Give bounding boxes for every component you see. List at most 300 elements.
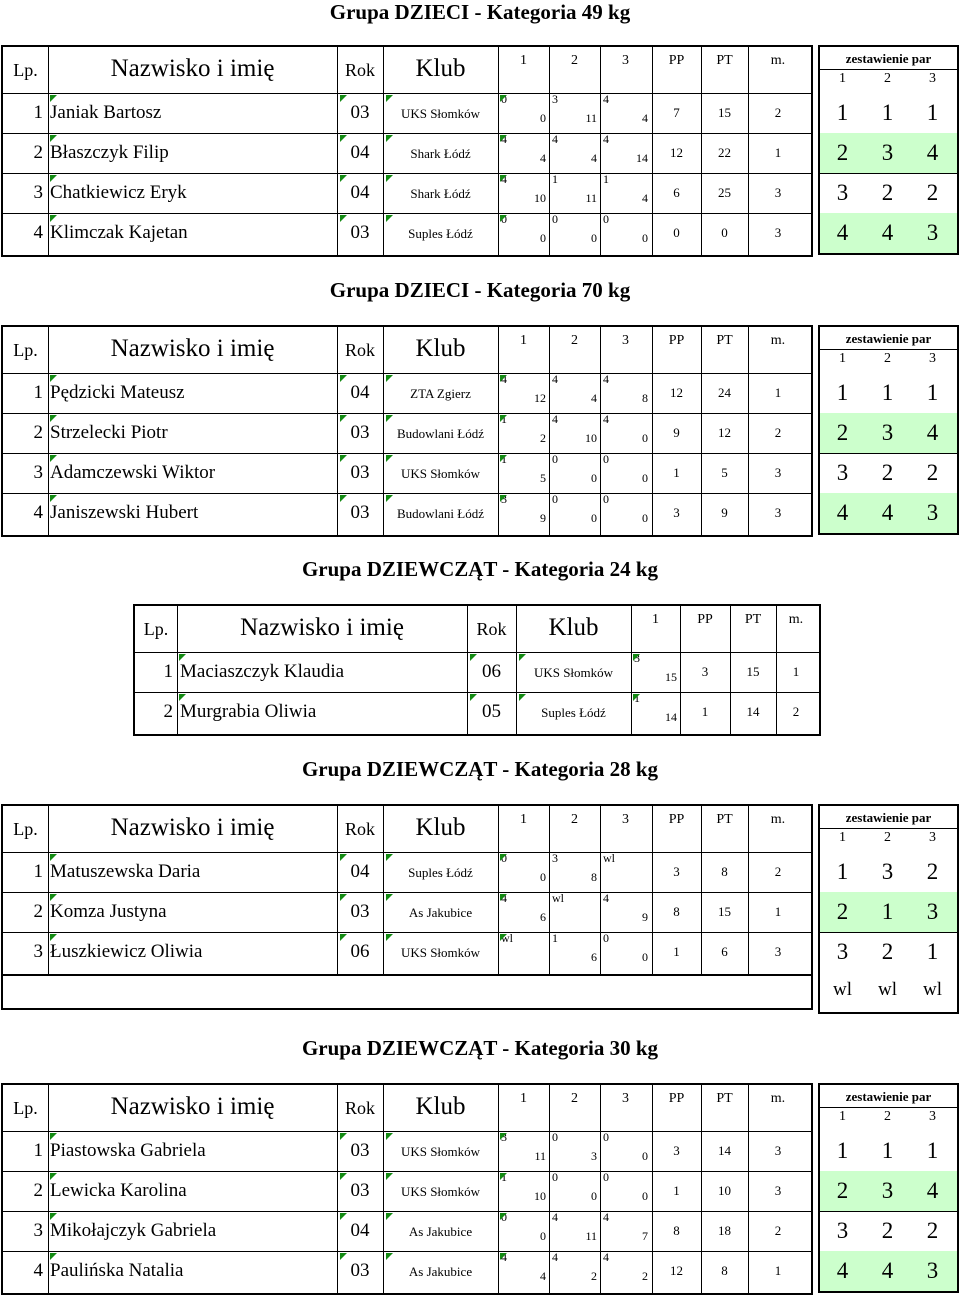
pairs-round-header: 2 bbox=[884, 830, 891, 845]
pair-number: 3 bbox=[836, 460, 849, 485]
pairs-divider bbox=[820, 1211, 957, 1212]
row-lp: 1 bbox=[33, 861, 43, 882]
round-points: 0 bbox=[591, 231, 597, 245]
pairs-row bbox=[820, 932, 957, 972]
green-marker bbox=[386, 934, 393, 941]
table-title: Grupa DZIEWCZĄT - Kategoria 30 kg bbox=[301, 1036, 659, 1060]
participant-name: Lewicka Karolina bbox=[50, 1180, 187, 1201]
round-points: 0 bbox=[591, 471, 597, 485]
class-points: 1 bbox=[673, 944, 680, 959]
round-opponent: 0 bbox=[552, 492, 558, 506]
header-place: m. bbox=[770, 53, 786, 68]
pairs-divider bbox=[820, 453, 957, 454]
green-marker bbox=[50, 1173, 57, 1180]
green-marker bbox=[50, 854, 57, 861]
table-row bbox=[3, 1132, 811, 1172]
round-points: 12 bbox=[534, 391, 546, 405]
pair-number: 1 bbox=[926, 939, 939, 964]
pair-number: 1 bbox=[836, 859, 849, 884]
round-opponent: 0 bbox=[603, 1170, 609, 1184]
birth-year: 05 bbox=[482, 701, 501, 722]
pair-number: 1 bbox=[881, 100, 894, 125]
green-marker bbox=[500, 894, 507, 901]
pair-number: 1 bbox=[881, 380, 894, 405]
round-opponent: 1 bbox=[501, 412, 507, 426]
round-opponent: 4 bbox=[603, 132, 609, 146]
green-marker bbox=[500, 854, 507, 861]
round-opponent: 0 bbox=[603, 1130, 609, 1144]
green-marker bbox=[500, 175, 507, 182]
technical-points: 8 bbox=[721, 864, 728, 879]
pair-number: 4 bbox=[926, 420, 939, 445]
pair-number: 2 bbox=[836, 899, 849, 924]
header-rok: Rok bbox=[344, 819, 375, 839]
pair-number: 2 bbox=[926, 180, 939, 205]
round-opponent: 4 bbox=[552, 1210, 558, 1224]
green-marker bbox=[386, 1253, 393, 1260]
pairs-row bbox=[820, 133, 957, 173]
pairs-divider bbox=[820, 932, 957, 933]
green-marker bbox=[386, 175, 393, 182]
green-marker bbox=[386, 375, 393, 382]
class-points: 3 bbox=[673, 1143, 680, 1158]
green-marker bbox=[50, 1253, 57, 1260]
pair-number: 3 bbox=[926, 220, 939, 245]
green-marker bbox=[386, 894, 393, 901]
green-marker bbox=[340, 854, 347, 861]
pairs-row bbox=[820, 373, 957, 413]
birth-year: 03 bbox=[350, 102, 370, 123]
green-marker bbox=[500, 375, 507, 382]
place: 2 bbox=[774, 864, 782, 879]
round-points: 3 bbox=[591, 1149, 597, 1163]
header-round: 3 bbox=[622, 333, 629, 348]
pairs-round-header: 1 bbox=[839, 351, 846, 366]
round-opponent: 0 bbox=[501, 851, 507, 865]
pairs-row bbox=[820, 173, 957, 213]
green-marker bbox=[50, 95, 57, 102]
round-opponent: 3 bbox=[634, 651, 640, 665]
place: 3 bbox=[774, 465, 782, 480]
header-pp: PP bbox=[697, 612, 713, 627]
round-opponent: wl bbox=[552, 891, 564, 905]
birth-year: 03 bbox=[350, 222, 370, 243]
pair-number: 4 bbox=[881, 1258, 894, 1283]
technical-points: 22 bbox=[718, 145, 731, 160]
header-round: 1 bbox=[520, 812, 527, 827]
green-marker bbox=[50, 495, 57, 502]
green-marker bbox=[50, 894, 57, 901]
round-points: 10 bbox=[534, 191, 546, 205]
pairs-title: zestawienie par bbox=[845, 51, 932, 66]
round-opponent: 3 bbox=[501, 492, 507, 506]
header-round: 3 bbox=[622, 1091, 629, 1106]
pairs-row bbox=[820, 1251, 957, 1291]
pairs-row bbox=[820, 1211, 957, 1251]
place: 3 bbox=[774, 185, 782, 200]
table-row bbox=[3, 1252, 811, 1292]
green-marker bbox=[386, 495, 393, 502]
round-points: 8 bbox=[591, 870, 597, 884]
round-opponent: wl bbox=[501, 931, 513, 945]
header-name: Nazwisko i imię bbox=[110, 814, 275, 841]
pairs-row bbox=[820, 213, 957, 253]
pair-number: wl bbox=[833, 979, 852, 1000]
round-points: 14 bbox=[665, 710, 677, 724]
pair-number: wl bbox=[878, 979, 897, 1000]
club-name: UKS Słomków bbox=[400, 945, 481, 960]
pairs-row bbox=[820, 1131, 957, 1171]
pair-number: 1 bbox=[836, 380, 849, 405]
green-marker bbox=[519, 694, 526, 701]
row-lp: 4 bbox=[33, 222, 43, 243]
participant-name: Maciaszczyk Klaudia bbox=[180, 661, 345, 682]
row-lp: 1 bbox=[163, 661, 173, 682]
row-lp: 3 bbox=[33, 462, 43, 483]
green-marker bbox=[340, 934, 347, 941]
round-points: 0 bbox=[642, 471, 648, 485]
round-opponent: 4 bbox=[552, 412, 558, 426]
round-points: 4 bbox=[591, 151, 597, 165]
participant-name: Chatkiewicz Eryk bbox=[50, 182, 187, 203]
participant-name: Janiszewski Hubert bbox=[50, 502, 199, 523]
place: 1 bbox=[792, 664, 800, 679]
round-opponent: 0 bbox=[603, 492, 609, 506]
birth-year: 03 bbox=[350, 1260, 370, 1281]
green-marker bbox=[386, 135, 393, 142]
green-marker bbox=[50, 1133, 57, 1140]
birth-year: 04 bbox=[350, 142, 370, 163]
pairs-round-header: 1 bbox=[839, 1109, 846, 1124]
green-marker bbox=[340, 1173, 347, 1180]
pair-number: 1 bbox=[836, 1138, 849, 1163]
club-name: Shark Łódź bbox=[410, 146, 471, 161]
club-name: As Jakubice bbox=[408, 1264, 473, 1279]
pair-number: 3 bbox=[836, 1218, 849, 1243]
green-marker bbox=[386, 215, 393, 222]
header-pt: PT bbox=[744, 612, 762, 627]
club-name: Shark Łódź bbox=[410, 186, 471, 201]
pairs-title-divider bbox=[820, 828, 957, 829]
participant-name: Łuszkiewicz Oliwia bbox=[50, 941, 203, 962]
pair-number: 4 bbox=[836, 500, 849, 525]
participant-name: Mikołajczyk Gabriela bbox=[50, 1220, 217, 1241]
header-round: 2 bbox=[571, 333, 578, 348]
pairs-row bbox=[820, 852, 957, 892]
row-lp: 3 bbox=[33, 182, 43, 203]
header-name: Nazwisko i imię bbox=[110, 55, 275, 82]
header-pt: PT bbox=[716, 812, 733, 827]
round-opponent: 4 bbox=[603, 1210, 609, 1224]
pair-number: 2 bbox=[926, 1218, 939, 1243]
pairs-table bbox=[818, 45, 959, 255]
participant-name: Błaszczyk Filip bbox=[50, 142, 169, 163]
table-row bbox=[3, 494, 811, 534]
round-points: 5 bbox=[540, 471, 546, 485]
header-pp: PP bbox=[668, 333, 685, 348]
participant-name: Pędzicki Mateusz bbox=[50, 382, 185, 403]
round-opponent: 0 bbox=[501, 92, 507, 106]
round-opponent: 0 bbox=[552, 1130, 558, 1144]
club-name: UKS Słomków bbox=[400, 1184, 481, 1199]
table-row bbox=[3, 893, 811, 933]
technical-points: 24 bbox=[718, 385, 731, 400]
birth-year: 03 bbox=[350, 1180, 370, 1201]
participant-name: Klimczak Kajetan bbox=[50, 222, 188, 243]
round-points: 11 bbox=[585, 191, 597, 205]
round-points: 8 bbox=[642, 391, 648, 405]
round-opponent: 1 bbox=[603, 172, 609, 186]
round-opponent: 4 bbox=[603, 1250, 609, 1264]
round-opponent: 1 bbox=[501, 452, 507, 466]
green-marker bbox=[500, 415, 507, 422]
place: 3 bbox=[774, 1183, 782, 1198]
pair-number: 2 bbox=[881, 939, 894, 964]
round-points: 0 bbox=[642, 1189, 648, 1203]
green-marker bbox=[50, 415, 57, 422]
table-title: Grupa DZIECI - Kategoria 49 kg bbox=[329, 0, 631, 24]
round-opponent: 4 bbox=[603, 891, 609, 905]
results-table bbox=[1, 804, 813, 976]
results-table bbox=[1, 45, 813, 257]
round-points: 11 bbox=[534, 1149, 546, 1163]
round-opponent: 4 bbox=[603, 92, 609, 106]
table-row bbox=[3, 1172, 811, 1212]
class-points: 8 bbox=[673, 904, 680, 919]
place: 1 bbox=[774, 385, 782, 400]
technical-points: 15 bbox=[718, 904, 731, 919]
round-opponent: 0 bbox=[552, 452, 558, 466]
round-opponent: 4 bbox=[603, 412, 609, 426]
round-opponent: wl bbox=[603, 851, 615, 865]
round-points: 10 bbox=[534, 1189, 546, 1203]
header-round: 1 bbox=[520, 53, 527, 68]
pair-number: 1 bbox=[926, 1138, 939, 1163]
header-place: m. bbox=[788, 612, 804, 627]
round-points: 4 bbox=[540, 151, 546, 165]
green-marker bbox=[470, 694, 477, 701]
header-lp: Lp. bbox=[13, 1098, 38, 1118]
round-opponent: 4 bbox=[501, 372, 507, 386]
green-marker bbox=[500, 1133, 507, 1140]
header-pt: PT bbox=[716, 333, 733, 348]
round-opponent: 4 bbox=[552, 132, 558, 146]
row-lp: 4 bbox=[33, 1260, 43, 1281]
header-klub: Klub bbox=[415, 814, 466, 841]
pair-number: 2 bbox=[926, 460, 939, 485]
green-marker bbox=[50, 375, 57, 382]
round-opponent: 1 bbox=[552, 931, 558, 945]
round-points: 11 bbox=[585, 1229, 597, 1243]
round-points: 0 bbox=[642, 950, 648, 964]
green-marker bbox=[340, 215, 347, 222]
table-row bbox=[3, 174, 811, 214]
class-points: 3 bbox=[673, 864, 680, 879]
club-name: As Jakubice bbox=[408, 905, 473, 920]
header-lp: Lp. bbox=[13, 60, 38, 80]
table-row bbox=[3, 134, 811, 174]
technical-points: 14 bbox=[746, 704, 760, 719]
pair-number: 4 bbox=[836, 220, 849, 245]
header-pp: PP bbox=[668, 1091, 685, 1106]
round-points: 9 bbox=[540, 511, 546, 525]
pair-number: 2 bbox=[881, 1218, 894, 1243]
birth-year: 03 bbox=[350, 502, 370, 523]
header-place: m. bbox=[770, 1091, 786, 1106]
class-points: 0 bbox=[673, 225, 680, 240]
class-points: 8 bbox=[673, 1223, 680, 1238]
pair-number: 4 bbox=[836, 1258, 849, 1283]
header-pp: PP bbox=[668, 53, 685, 68]
class-points: 9 bbox=[673, 425, 680, 440]
table-row bbox=[3, 414, 811, 454]
pairs-table bbox=[818, 325, 959, 535]
green-marker bbox=[633, 694, 640, 701]
technical-points: 15 bbox=[746, 664, 760, 679]
class-points: 1 bbox=[701, 704, 709, 719]
header-round: 1 bbox=[652, 612, 659, 627]
green-marker bbox=[179, 694, 186, 701]
round-points: 0 bbox=[642, 511, 648, 525]
round-points: 0 bbox=[642, 1149, 648, 1163]
birth-year: 04 bbox=[350, 182, 370, 203]
header-round: 1 bbox=[520, 1091, 527, 1106]
class-points: 1 bbox=[673, 465, 680, 480]
header-klub: Klub bbox=[548, 614, 599, 641]
place: 2 bbox=[774, 1223, 782, 1238]
header-lp: Lp. bbox=[13, 340, 38, 360]
round-opponent: 0 bbox=[552, 1170, 558, 1184]
technical-points: 0 bbox=[721, 225, 728, 240]
round-opponent: 4 bbox=[552, 372, 558, 386]
row-lp: 2 bbox=[33, 422, 43, 443]
header-round: 3 bbox=[622, 53, 629, 68]
birth-year: 06 bbox=[350, 941, 370, 962]
place: 3 bbox=[774, 225, 782, 240]
pair-number: 3 bbox=[926, 899, 939, 924]
table-row bbox=[3, 214, 811, 254]
round-opponent: 0 bbox=[603, 212, 609, 226]
results-table bbox=[1, 325, 813, 537]
class-points: 3 bbox=[701, 664, 709, 679]
round-points: 0 bbox=[642, 231, 648, 245]
technical-points: 15 bbox=[718, 105, 731, 120]
pair-number: 4 bbox=[926, 1178, 939, 1203]
pair-number: 1 bbox=[926, 100, 939, 125]
place: 2 bbox=[792, 704, 800, 719]
pairs-title-divider bbox=[820, 349, 957, 350]
round-points: 14 bbox=[636, 151, 648, 165]
pair-number: 3 bbox=[881, 859, 894, 884]
green-marker bbox=[500, 1213, 507, 1220]
round-opponent: 3 bbox=[552, 92, 558, 106]
pair-number: 2 bbox=[881, 460, 894, 485]
header-pt: PT bbox=[716, 53, 733, 68]
pair-number: 1 bbox=[881, 899, 894, 924]
round-points: 4 bbox=[642, 111, 648, 125]
pairs-round-header: 3 bbox=[929, 1109, 936, 1124]
birth-year: 04 bbox=[350, 1220, 370, 1241]
green-marker bbox=[340, 1213, 347, 1220]
pair-number: 2 bbox=[926, 859, 939, 884]
pairs-title: zestawienie par bbox=[845, 331, 932, 346]
participant-name: Janiak Bartosz bbox=[50, 102, 162, 123]
round-points: 2 bbox=[540, 431, 546, 445]
green-marker bbox=[340, 415, 347, 422]
header-pp: PP bbox=[668, 812, 685, 827]
header-name: Nazwisko i imię bbox=[110, 1093, 275, 1120]
header-klub: Klub bbox=[415, 1093, 466, 1120]
results-table bbox=[133, 604, 821, 736]
technical-points: 25 bbox=[718, 185, 731, 200]
pairs-row bbox=[820, 892, 957, 932]
pair-number: 4 bbox=[881, 220, 894, 245]
table-row bbox=[3, 94, 811, 134]
technical-points: 18 bbox=[718, 1223, 731, 1238]
green-marker bbox=[519, 654, 526, 661]
birth-year: 04 bbox=[350, 382, 370, 403]
green-marker bbox=[340, 175, 347, 182]
pair-number: 4 bbox=[881, 500, 894, 525]
round-opponent: 1 bbox=[501, 1170, 507, 1184]
green-marker bbox=[386, 455, 393, 462]
round-points: 10 bbox=[585, 431, 597, 445]
pairs-round-header: 1 bbox=[839, 71, 846, 86]
table-title: Grupa DZIEWCZĄT - Kategoria 24 kg bbox=[301, 557, 659, 581]
club-name: Budowlani Łódź bbox=[396, 506, 484, 521]
club-name: Suples Łódź bbox=[408, 865, 473, 880]
club-name: As Jakubice bbox=[408, 1224, 473, 1239]
technical-points: 6 bbox=[721, 944, 728, 959]
green-marker bbox=[500, 495, 507, 502]
round-points: 11 bbox=[585, 111, 597, 125]
club-name: UKS Słomków bbox=[533, 665, 614, 680]
header-klub: Klub bbox=[415, 335, 466, 362]
pairs-round-header: 2 bbox=[884, 1109, 891, 1124]
pair-number: 1 bbox=[836, 100, 849, 125]
club-name: Suples Łódź bbox=[541, 705, 606, 720]
header-rok: Rok bbox=[344, 1098, 375, 1118]
birth-year: 03 bbox=[350, 901, 370, 922]
header-round: 2 bbox=[571, 1091, 578, 1106]
header-round: 2 bbox=[571, 53, 578, 68]
green-marker bbox=[633, 654, 640, 661]
pairs-row bbox=[820, 1171, 957, 1211]
club-name: ZTA Zgierz bbox=[410, 386, 471, 401]
header-lp: Lp. bbox=[13, 819, 38, 839]
club-name: Budowlani Łódź bbox=[396, 426, 484, 441]
green-marker bbox=[50, 455, 57, 462]
header-round: 2 bbox=[571, 812, 578, 827]
place: 3 bbox=[774, 505, 782, 520]
table-title: Grupa DZIEWCZĄT - Kategoria 28 kg bbox=[301, 757, 659, 781]
pairs-divider bbox=[820, 173, 957, 174]
green-marker bbox=[470, 654, 477, 661]
header-name: Nazwisko i imię bbox=[240, 614, 404, 641]
round-points: 0 bbox=[540, 870, 546, 884]
table-row bbox=[3, 853, 811, 893]
pairs-title-divider bbox=[820, 69, 957, 70]
green-marker bbox=[50, 175, 57, 182]
row-lp: 4 bbox=[33, 502, 43, 523]
round-points: 4 bbox=[540, 1269, 546, 1283]
green-marker bbox=[340, 1133, 347, 1140]
round-opponent: 0 bbox=[603, 931, 609, 945]
row-lp: 1 bbox=[33, 1140, 43, 1161]
technical-points: 12 bbox=[718, 425, 731, 440]
pair-number: 3 bbox=[926, 500, 939, 525]
birth-year: 03 bbox=[350, 1140, 370, 1161]
